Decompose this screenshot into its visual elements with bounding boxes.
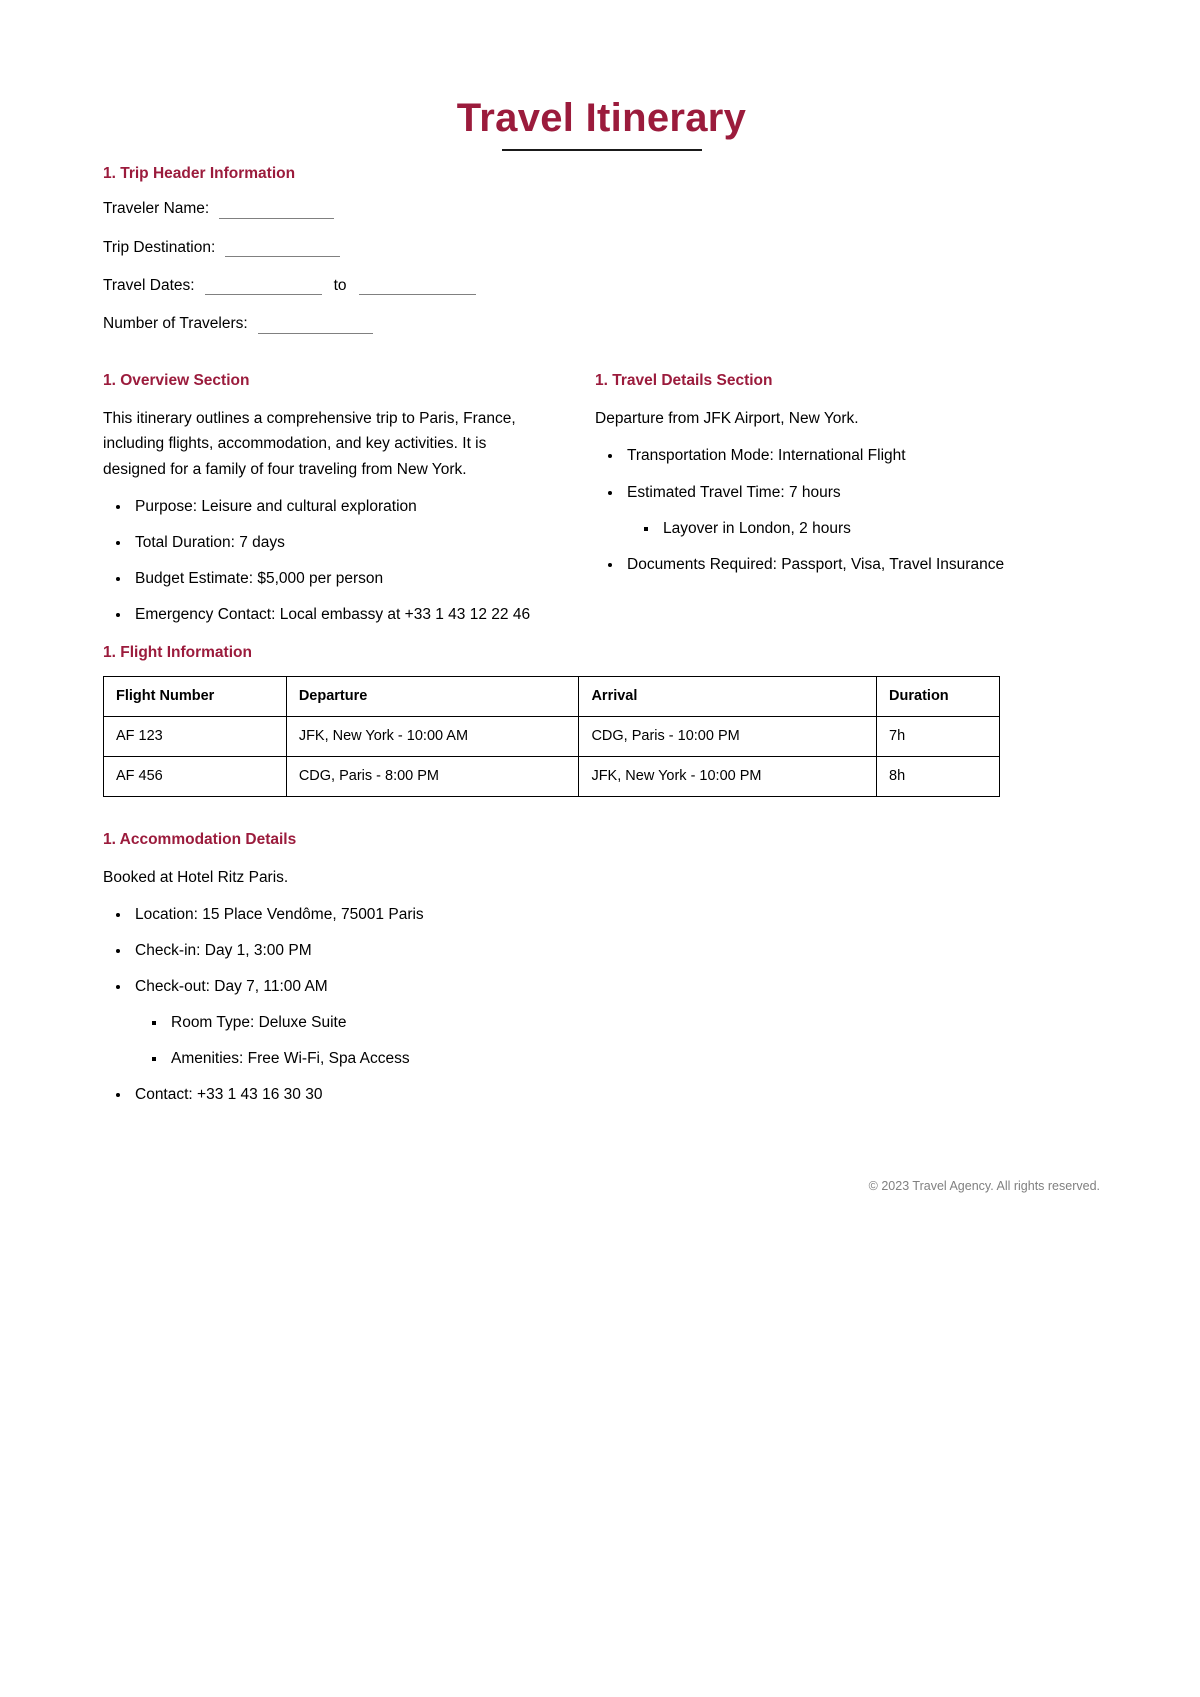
two-column-layout: [103, 358, 1100, 638]
field-input-travel-date-end[interactable]: [359, 281, 476, 295]
field-input-number-of-travelers[interactable]: [258, 320, 373, 334]
footer-copyright: © 2023 Travel Agency. All rights reserved.: [868, 1179, 1100, 1193]
list-item: • Estimated Travel Time: 7 hours: [623, 480, 1035, 505]
column-header-arrival: Arrival: [579, 677, 877, 717]
table-row: [104, 756, 1000, 796]
flight-information-section-title: 1. Flight Information: [103, 644, 252, 662]
flight-information-section: [103, 644, 1100, 797]
accommodation-section-title: 1. Accommodation Details: [103, 830, 297, 848]
list-item: • Total Duration: 7 days: [131, 530, 543, 555]
list-item: ▪ Layover in London, 2 hours: [659, 516, 1035, 541]
travel-details-section: [595, 358, 1035, 638]
travel-details-section-title: 1. Travel Details Section: [595, 371, 773, 389]
overview-paragraph: This itinerary outlines a comprehensive trip to Paris, France, including flights, accommodation, and key activities. It is designed for a family of four traveling from New York.: [103, 410, 516, 478]
field-traveler-name: [103, 199, 1100, 218]
cell-departure: CDG, Paris - 8:00 PM: [286, 756, 579, 796]
field-label-number-of-travelers: Number of Travelers:: [103, 315, 248, 333]
field-separator-to: to: [333, 276, 347, 294]
field-number-of-travelers: [103, 314, 1100, 333]
column-header-departure: Departure: [286, 677, 579, 717]
column-header-duration: Duration: [877, 677, 1000, 717]
travel-details-paragraph: Departure from JFK Airport, New York.: [595, 410, 859, 428]
field-trip-destination: [103, 238, 1100, 257]
list-item: • Documents Required: Passport, Visa, Travel Insurance: [623, 552, 1035, 577]
list-item: • Transportation Mode: International Flight: [623, 443, 1035, 468]
cell-arrival: CDG, Paris - 10:00 PM: [579, 716, 877, 756]
cell-arrival: JFK, New York - 10:00 PM: [579, 756, 877, 796]
accommodation-bullet-list: [103, 902, 543, 1108]
cell-duration: 7h: [877, 716, 1000, 756]
accommodation-paragraph: Booked at Hotel Ritz Paris.: [103, 868, 289, 886]
list-item: • Contact: +33 1 43 16 30 30: [131, 1082, 543, 1107]
list-item: ▪ Room Type: Deluxe Suite: [167, 1010, 543, 1035]
table-header-row: [104, 677, 1000, 717]
accommodation-section: [103, 831, 543, 1108]
flight-table: [103, 676, 1000, 797]
field-label-travel-dates: Travel Dates:: [103, 276, 195, 294]
travel-details-bullet-list: [595, 443, 1035, 576]
list-item: ▪ Amenities: Free Wi-Fi, Spa Access: [167, 1046, 543, 1071]
field-travel-dates: [103, 276, 1100, 295]
nested-list-wrapper: [131, 1010, 543, 1071]
field-input-trip-destination[interactable]: [225, 243, 340, 257]
travel-details-sub-bullet-list: [627, 516, 1035, 541]
cell-duration: 8h: [877, 756, 1000, 796]
table-row: [104, 716, 1000, 756]
overview-bullet-list: [103, 494, 543, 627]
column-header-flight-number: Flight Number: [104, 677, 287, 717]
list-item: • Check-in: Day 1, 3:00 PM: [131, 938, 543, 963]
list-item: • Emergency Contact: Local embassy at +33 1 43 12 22 46: [131, 602, 543, 627]
title-divider: [502, 149, 702, 151]
trip-header-section-title: 1. Trip Header Information: [103, 164, 296, 182]
list-item: • Location: 15 Place Vendôme, 75001 Paris: [131, 902, 543, 927]
page-title: Travel Itinerary: [456, 96, 747, 140]
field-label-trip-destination: Trip Destination:: [103, 238, 216, 256]
accommodation-sub-bullet-list: [135, 1010, 543, 1071]
field-label-traveler-name: Traveler Name:: [103, 200, 210, 218]
field-input-traveler-name[interactable]: [219, 205, 334, 219]
field-input-travel-date-start[interactable]: [205, 281, 322, 295]
overview-section: [103, 358, 543, 638]
list-item: • Budget Estimate: $5,000 per person: [131, 566, 543, 591]
cell-flight-number: AF 123: [104, 716, 287, 756]
list-item: • Purpose: Leisure and cultural exploration: [131, 494, 543, 519]
cell-departure: JFK, New York - 10:00 AM: [286, 716, 579, 756]
overview-section-title: 1. Overview Section: [103, 371, 250, 389]
list-item: • Check-out: Day 7, 11:00 AM: [131, 974, 543, 999]
nested-list-wrapper: [623, 516, 1035, 541]
cell-flight-number: AF 456: [104, 756, 287, 796]
